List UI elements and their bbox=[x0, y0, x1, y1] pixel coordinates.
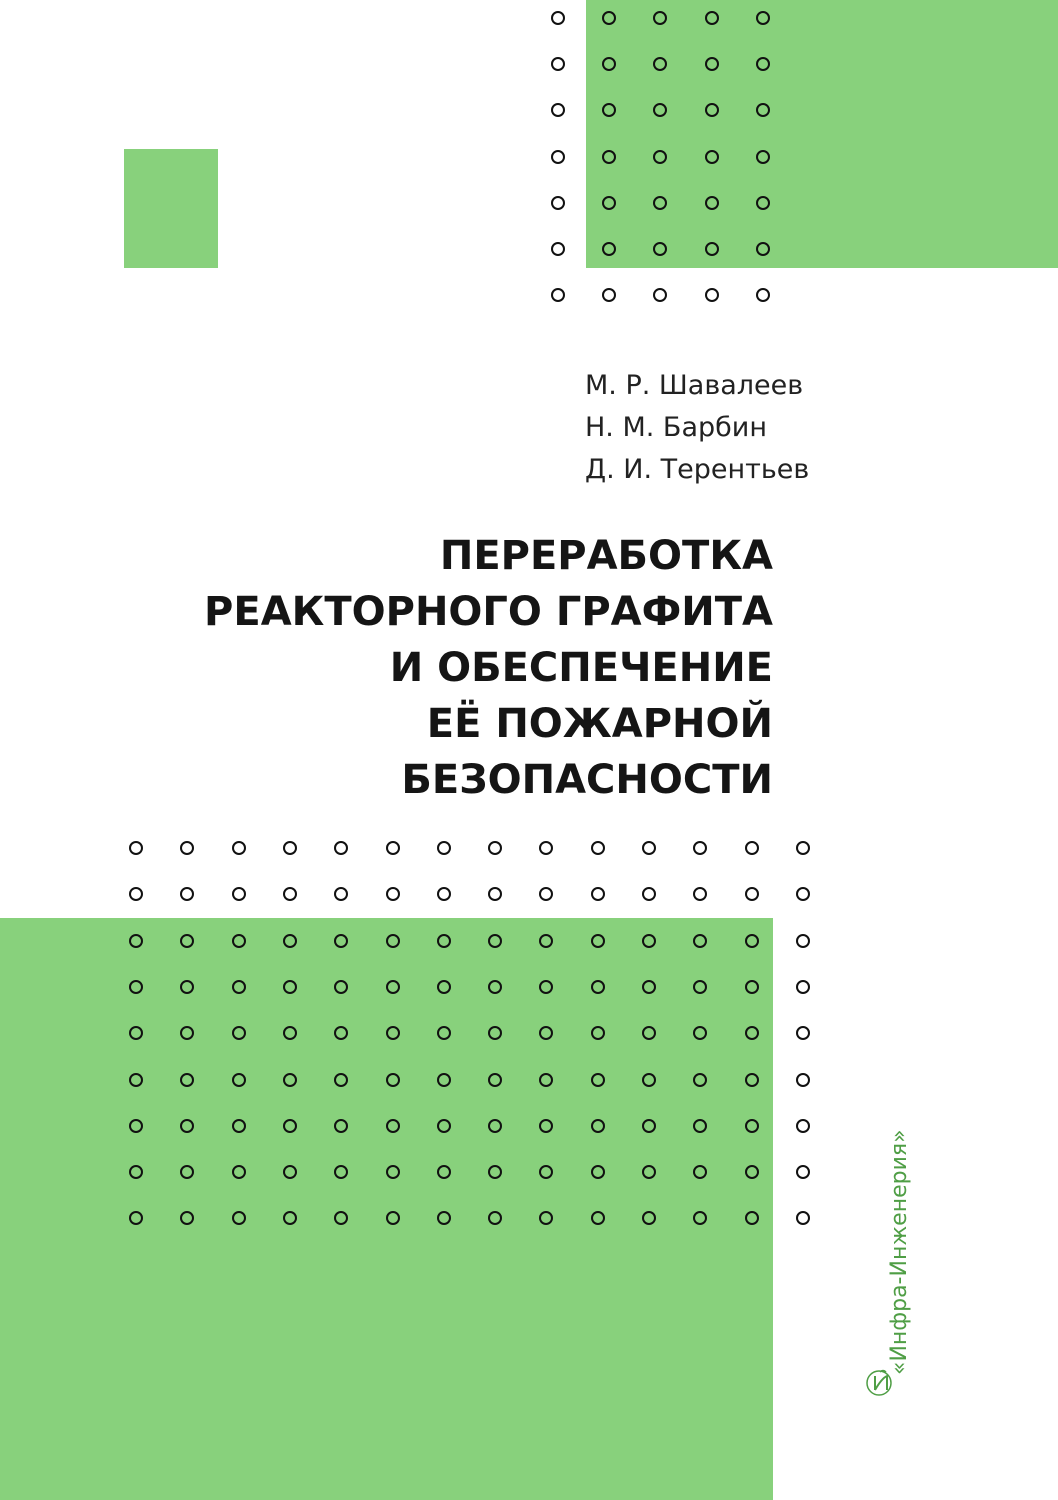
dot bbox=[756, 242, 770, 256]
dot bbox=[705, 242, 719, 256]
book-title bbox=[204, 528, 773, 808]
dot bbox=[283, 1165, 297, 1179]
dot bbox=[386, 1026, 400, 1040]
dot bbox=[232, 1026, 246, 1040]
dot bbox=[796, 841, 810, 855]
dot bbox=[602, 150, 616, 164]
dot bbox=[591, 1165, 605, 1179]
dot bbox=[756, 11, 770, 25]
author-list bbox=[585, 365, 809, 491]
dot bbox=[129, 1165, 143, 1179]
green-block-bottom bbox=[0, 918, 773, 1500]
dot bbox=[591, 1073, 605, 1087]
dot bbox=[796, 1073, 810, 1087]
dot bbox=[705, 11, 719, 25]
dot bbox=[437, 934, 451, 948]
author-name: М. Р. Шавалеев bbox=[585, 370, 804, 401]
dot bbox=[642, 1073, 656, 1087]
title-line: БЕЗОПАСНОСТИ bbox=[401, 757, 773, 803]
dot bbox=[539, 841, 553, 855]
dot bbox=[539, 934, 553, 948]
dot bbox=[386, 887, 400, 901]
dot bbox=[591, 841, 605, 855]
dot bbox=[745, 1026, 759, 1040]
dot bbox=[232, 934, 246, 948]
dot bbox=[180, 1119, 194, 1133]
dot bbox=[180, 841, 194, 855]
dot bbox=[551, 11, 565, 25]
dot bbox=[437, 1119, 451, 1133]
dot bbox=[796, 887, 810, 901]
dot bbox=[591, 1026, 605, 1040]
dot bbox=[488, 934, 502, 948]
dot bbox=[796, 1211, 810, 1225]
dot bbox=[386, 1073, 400, 1087]
dot bbox=[745, 1211, 759, 1225]
dot bbox=[642, 887, 656, 901]
dot bbox=[693, 887, 707, 901]
dot bbox=[129, 887, 143, 901]
dot bbox=[334, 1119, 348, 1133]
dot bbox=[705, 103, 719, 117]
dot bbox=[129, 934, 143, 948]
dot bbox=[591, 887, 605, 901]
dot bbox=[488, 980, 502, 994]
dot bbox=[283, 1119, 297, 1133]
dot bbox=[756, 57, 770, 71]
dot bbox=[745, 1119, 759, 1133]
dot bbox=[334, 841, 348, 855]
dot bbox=[437, 1165, 451, 1179]
dot bbox=[602, 288, 616, 302]
dot bbox=[653, 150, 667, 164]
dot bbox=[642, 841, 656, 855]
dot bbox=[796, 1119, 810, 1133]
title-line: ЕЁ ПОЖАРНОЙ bbox=[426, 701, 773, 747]
dot bbox=[745, 934, 759, 948]
dot bbox=[334, 980, 348, 994]
dot bbox=[334, 887, 348, 901]
dot bbox=[437, 887, 451, 901]
dot bbox=[232, 980, 246, 994]
dot bbox=[334, 1073, 348, 1087]
title-line: И ОБЕСПЕЧЕНИЕ bbox=[389, 645, 773, 691]
dot bbox=[796, 934, 810, 948]
dot bbox=[539, 1073, 553, 1087]
dot bbox=[129, 1119, 143, 1133]
dot bbox=[488, 841, 502, 855]
dot bbox=[283, 934, 297, 948]
dot bbox=[642, 934, 656, 948]
dot bbox=[386, 934, 400, 948]
dot bbox=[488, 1073, 502, 1087]
dot bbox=[232, 887, 246, 901]
dot bbox=[745, 841, 759, 855]
dot bbox=[386, 980, 400, 994]
dot bbox=[745, 887, 759, 901]
green-block-top-right bbox=[586, 0, 1058, 268]
dot bbox=[756, 288, 770, 302]
dot bbox=[386, 1119, 400, 1133]
dot bbox=[796, 1165, 810, 1179]
dot bbox=[756, 150, 770, 164]
dot bbox=[796, 1026, 810, 1040]
dot bbox=[488, 887, 502, 901]
dot bbox=[488, 1119, 502, 1133]
dot bbox=[232, 1119, 246, 1133]
author-name: Н. М. Барбин bbox=[585, 412, 767, 443]
dot bbox=[232, 1211, 246, 1225]
title-line: ПЕРЕРАБОТКА bbox=[439, 533, 773, 579]
dot bbox=[642, 980, 656, 994]
dot bbox=[232, 1073, 246, 1087]
dot bbox=[551, 196, 565, 210]
dot bbox=[745, 1073, 759, 1087]
dot bbox=[386, 1211, 400, 1225]
dot bbox=[756, 196, 770, 210]
dot bbox=[591, 934, 605, 948]
dot bbox=[551, 242, 565, 256]
dot bbox=[602, 196, 616, 210]
dot bbox=[642, 1165, 656, 1179]
dot bbox=[591, 980, 605, 994]
dot bbox=[180, 887, 194, 901]
dot bbox=[693, 934, 707, 948]
dot bbox=[693, 1073, 707, 1087]
dot bbox=[551, 103, 565, 117]
title-line: РЕАКТОРНОГО ГРАФИТА bbox=[204, 589, 773, 635]
dot bbox=[180, 934, 194, 948]
dot bbox=[437, 980, 451, 994]
dot bbox=[591, 1119, 605, 1133]
dot bbox=[232, 841, 246, 855]
green-square-small bbox=[124, 149, 218, 268]
dot bbox=[283, 1073, 297, 1087]
dot bbox=[705, 196, 719, 210]
dot bbox=[642, 1119, 656, 1133]
dot bbox=[693, 1119, 707, 1133]
dot bbox=[437, 1073, 451, 1087]
dot bbox=[283, 841, 297, 855]
dot bbox=[386, 1165, 400, 1179]
dot bbox=[745, 1165, 759, 1179]
dot bbox=[283, 980, 297, 994]
dot bbox=[129, 1073, 143, 1087]
dot bbox=[334, 934, 348, 948]
dot bbox=[386, 841, 400, 855]
dot bbox=[745, 980, 759, 994]
dot bbox=[437, 1026, 451, 1040]
publisher-name: «Инфра-Инженерия» bbox=[887, 1129, 912, 1375]
dot bbox=[591, 1211, 605, 1225]
dot bbox=[796, 980, 810, 994]
dot bbox=[693, 841, 707, 855]
dot bbox=[437, 841, 451, 855]
dot bbox=[180, 1073, 194, 1087]
dot bbox=[551, 57, 565, 71]
dot bbox=[539, 887, 553, 901]
dot bbox=[129, 841, 143, 855]
dot bbox=[232, 1165, 246, 1179]
dot bbox=[283, 1026, 297, 1040]
dot bbox=[705, 288, 719, 302]
dot bbox=[551, 150, 565, 164]
dot bbox=[129, 980, 143, 994]
dot bbox=[551, 288, 565, 302]
dot bbox=[705, 57, 719, 71]
dot bbox=[653, 288, 667, 302]
dot bbox=[705, 150, 719, 164]
author-name: Д. И. Терентьев bbox=[585, 454, 810, 485]
dot bbox=[283, 887, 297, 901]
